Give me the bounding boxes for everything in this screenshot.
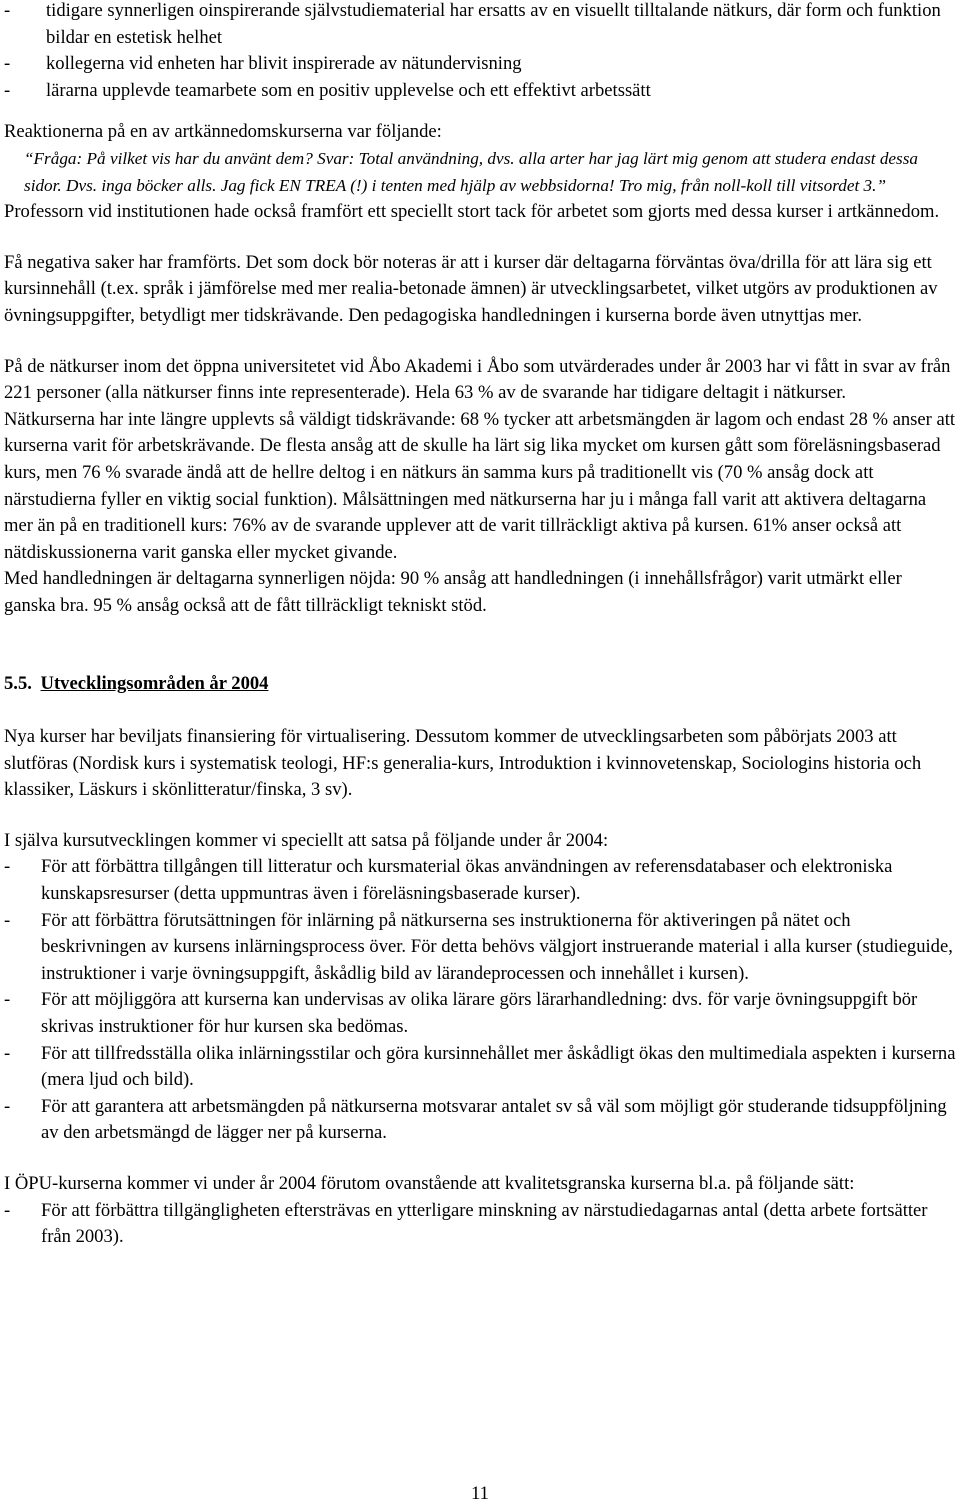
section-heading <box>4 671 958 698</box>
list-item: - tidigare synnerligen oinspirerande självstudiematerial har ersatts av en visuellt tilltalande nätkurs, där form och funktion bildar en estetisk helhet <box>4 0 958 51</box>
list-item: - För att förbättra tillgången till litteratur och kursmaterial ökas användningen av referensdatabaser och elektroniska kunskapsresurser (detta uppmuntras även i föreläsningsbaserade kurser). <box>4 854 958 907</box>
professor-paragraph: Professorn vid institutionen hade också framfört ett speciellt stort tack för arbetet som gjorts med dessa kurser i artkännedom. <box>4 201 940 223</box>
opu-list <box>4 1198 958 1251</box>
list-item: - kollegerna vid enheten har blivit inspirerade av nätundervisning <box>4 51 958 78</box>
student-quote: “Fråga: På vilket vis har du använt dem? Svar: Total användning, dvs. alla arter har jag lärt mig genom att studera endast dessa sidor. Dvs. inga böcker alls. Jag fick EN TREA (!) i tenten med hjälp av webbsidorna! Tro mig, från noll-koll till vitsordet 3.” <box>24 148 919 195</box>
list-item: - lärarna upplevde teamarbete som en positiv upplevelse och ett effektivt arbetssätt <box>4 78 958 105</box>
guidance-paragraph: Med handledningen är deltagarna synnerligen nöjda: 90 % ansåg att handledningen (i innehållsfrågor) varit utmärkt eller ganska bra. 95 % ansåg också att de fått tillräckligt tekniskt stöd. <box>4 568 902 616</box>
negative-paragraph: Få negativa saker har framförts. Det som dock bör noteras är att i kurser där deltagarna förväntas öva/drilla för att lära sig ett kursinnehåll (t.ex. språk i jämförelse med mer realia-betonade ämnen) är utvecklingsarbetet, vilket utgörs av produktionen av övningsuppgifter, betydligt mer tidskrävande. Den pedagogiska handledningen i kurserna borde även utnyttjas mer. <box>4 251 938 326</box>
page-number: 11 <box>471 1483 489 1504</box>
list-item: - För att tillfredsställa olika inlärningsstilar och göra kursinnehållet mer åskådligt ökas den multimediala aspekten i kurserna (mera ljud och bild). <box>4 1041 958 1094</box>
list-item: - För att möjliggöra att kurserna kan undervisas av olika lärare görs lärarhandledning: dvs. för varje övningsuppgift bör skrivas instruktioner för hur kursen ska bedömas. <box>4 987 958 1040</box>
intro-list <box>4 0 958 104</box>
abo-paragraph: På de nätkurser inom det öppna universitetet vid Åbo Akademi i Åbo som utvärderades under år 2003 har vi fått in svar av från 221 personer (alla nätkurser finns inte representerade). Hela 63 % av de svarande har tidigare deltagit i nätkurser. <box>4 355 951 404</box>
list-item: - För att garantera att arbetsmängden på nätkurserna motsvarar antalet sv så väl som möjligt gör studerande tidsuppföljning av den arbetsmängd de lägger ner på kurserna. <box>4 1094 958 1147</box>
opu-intro: I ÖPU-kurserna kommer vi under år 2004 förutom ovanstående att kvalitetsgranska kurserna bl.a. på följande sätt: <box>4 1172 855 1194</box>
focus-intro: I själva kursutvecklingen kommer vi speciellt att satsa på följande under år 2004: <box>4 829 609 851</box>
reaction-intro: Reaktionerna på en av artkännedomskurserna var följande: <box>4 121 442 143</box>
section-number: 5.5. <box>4 673 32 695</box>
list-item: - För att förbättra förutsättningen för inlärning på nätkurserna ses instruktionerna för aktiveringen på nätet och beskrivningen av kursens inlärningsprocess över. För detta behövs välgjort instruerande material i alla kurser (studieguide, instruktioner i varje övningsuppgift, åskådlig bild av lärandeprocessen och innehållet i kursen). <box>4 908 958 988</box>
section-title: Utvecklingsområden år 2004 <box>40 673 269 695</box>
focus-list <box>4 854 958 1147</box>
workload-paragraph: Nätkurserna har inte längre upplevts så väldigt tidskrävande: 68 % tycker att arbetsmängden är lagom och endast 28 % anser att kurserna varit för arbetskrävande. De flesta ansåg att de skulle ha lärt sig lika mycket om kursen gått som föreläsningsbaserad kurs, men 76 % svarade ändå att de hellre deltog i en nätkurs än samma kurs på traditionellt vis (70 % ansåg dock att närstudierna fyller en viktig social funktion). Målsättningen med nätkurserna har ju i många fall varit att aktivera deltagarna mer än på en traditionell kurs: 76% av de svarande upplever att de varit tillräckligt aktiva på kursen. 61% anser också att nätdiskussionerna varit ganska eller mycket givande. <box>4 408 956 563</box>
list-item: - För att förbättra tillgängligheten eftersträvas en ytterligare minskning av närstudiedagarnas antal (detta arbete fortsätter från 2003). <box>4 1198 958 1251</box>
document-page <box>4 0 958 1251</box>
new-courses-paragraph: Nya kurser har beviljats finansiering för virtualisering. Dessutom kommer de utvecklingsarbeten som påbörjats 2003 att slutföras (Nordisk kurs i systematisk teologi, HF:s generalia-kurs, Introduktion i kvinnovetenskap, Sociologins historia och klassiker, Läskurs i skönlitteratur/finska, 3 sv). <box>4 726 922 801</box>
